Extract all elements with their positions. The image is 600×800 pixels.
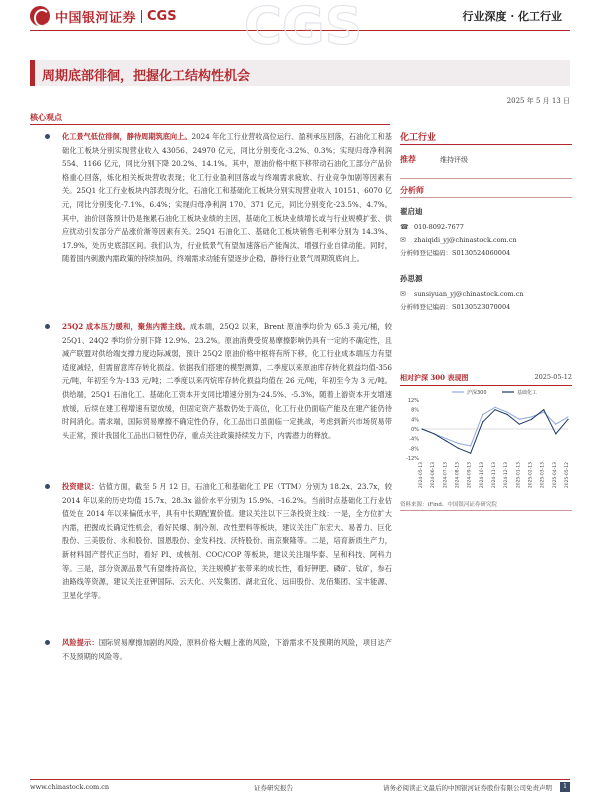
paragraph-text: 国际贸易摩擦加剧的风险，原料价格大幅上涨的风险，下游需求不及预期的风险，项目达产不及预期的风险等。 xyxy=(62,638,392,661)
logo-text-cn: 中国银河证券 xyxy=(55,10,137,26)
x-tick-label: 2025-04-13 xyxy=(552,462,558,489)
x-tick-label: 2024-10-13 xyxy=(479,462,485,489)
source-divider xyxy=(400,510,572,511)
analyst-cert xyxy=(400,300,572,313)
paragraph-text: 2024 年化工行业营收高位运行、盈利承压回落，石油化工和基础化工板块分别实现营业收入 43056、24970 亿元，同比分别变化-3.2%、0.3%；实现归母净利润 554、1166 亿元，同比分别下降 20.2%、14.1%。其中，原油价格中枢下移带动石油化工部分产品价格重心回落，炼化相关板块营收表现；化工行业盈利回落或与终端需求疲软、行业竞争加剧等因素有关。25Q1 化工行业板块内部表现分化，石油化工和基础化工板块分别实现营业收入 10151、6070 亿元，同比分别变化-7.1%、6.4%；实现归母净利润 170、371 亿元，同比分别变化-23.5%、4.7%。其中，油价回落预计仍是拖累石油化工板块业绩的主因，基础化工板块业绩增长或与行业规模扩张、供应扰动引发部分产品涨价渐等因素有关。25Q1 石油化工、基础化工板块销售毛利率分别为 14.3%、17.9%，处历史底部区间。我们认为，行业低景气有望加速落后产能淘汰、增强行业自律动能。同时，随着国内刺激内需政策的持续加码，终端需求动能有望逐步企稳，静待行业景气周期筑底向上。 xyxy=(62,132,392,264)
cgs-watermark xyxy=(228,0,378,58)
series-point-0 xyxy=(531,416,532,417)
page-title: 周期底部徘徊，把握化工结构性机会 xyxy=(42,69,251,84)
series-point-0 xyxy=(507,411,508,412)
analyst-cert xyxy=(400,246,572,259)
footer-divider xyxy=(30,779,570,780)
x-tick-label: 2024-08-13 xyxy=(455,462,461,489)
chart-title: 相对沪深 300 表现图 xyxy=(400,373,469,382)
series-point-1 xyxy=(482,421,483,422)
website-link[interactable]: www.chinastock.com.cn xyxy=(30,783,110,791)
series-point-1 xyxy=(531,419,532,420)
paragraph-lead: 化工景气低位徘徊，静待周期筑底向上。 xyxy=(62,132,192,141)
paragraph-lead: 25Q2 成本压力缓和，聚焦内需主线。 xyxy=(62,322,190,331)
x-tick-label: 2025-05-12 xyxy=(565,462,570,489)
series-point-0 xyxy=(470,445,471,446)
paragraph-investment-advice xyxy=(40,480,392,636)
rating-label: 推荐 xyxy=(400,154,416,164)
series-point-0 xyxy=(555,424,556,425)
logo-text-en: CGS xyxy=(147,8,177,24)
series-point-1 xyxy=(507,414,508,415)
performance-chart xyxy=(400,386,572,494)
chart-header xyxy=(400,373,572,385)
x-tick-label: 2024-06-13 xyxy=(431,462,437,489)
series-point-1 xyxy=(458,448,459,449)
x-tick-label: 2024-07-13 xyxy=(443,462,449,489)
email-icon: ✉ xyxy=(400,235,406,244)
legend-label-0: 沪深300 xyxy=(467,390,487,396)
rating-divider xyxy=(400,178,572,179)
paragraph-industry-outlook xyxy=(40,130,392,320)
rating-value: 维持评级 xyxy=(440,156,468,164)
y-tick-label: -12% xyxy=(406,456,419,462)
legend-label-1: 基础化工 xyxy=(517,390,538,396)
phone-text: 010-8092-7677 xyxy=(414,222,464,231)
x-tick-label: 2024-12-13 xyxy=(504,462,510,489)
series-point-0 xyxy=(567,416,568,417)
bullet-icon xyxy=(45,324,50,329)
chart-source: 资料来源：iFind、中国银河证券研究院 xyxy=(400,502,497,508)
series-point-1 xyxy=(555,433,556,434)
logo-mark-icon xyxy=(30,6,50,26)
analyst-name: 孙思源 xyxy=(400,274,423,283)
report-type: 行业深度 · 化工行业 xyxy=(462,10,562,23)
series-point-1 xyxy=(446,440,447,441)
analyst-email[interactable] xyxy=(400,233,572,246)
sidebar xyxy=(400,130,572,313)
title-banner xyxy=(30,60,570,86)
y-tick-label: 12% xyxy=(407,398,419,404)
email-text[interactable]: sunsiyuan_yj@chinastock.com.cn xyxy=(414,289,524,298)
paragraph-risk-warning xyxy=(40,636,392,676)
rating-row xyxy=(400,154,572,168)
analyst-name: 翟启迪 xyxy=(400,207,423,216)
series-point-1 xyxy=(543,409,544,410)
series-point-1 xyxy=(567,419,568,420)
series-point-0 xyxy=(494,407,495,408)
company-logo xyxy=(30,6,177,26)
x-tick-label: 2024-05-13 xyxy=(419,462,424,489)
email-icon: ✉ xyxy=(400,289,406,298)
x-tick-label: 2024-11-13 xyxy=(492,462,497,489)
footer-disclaimer: 请务必阅读正文最后的中国银河证券股份有限公司免责声明 xyxy=(383,784,552,792)
paragraph-cost-pressure xyxy=(40,320,392,480)
cert-text: 分析师登记编码：S0130523070004 xyxy=(400,303,511,311)
x-tick-label: 2025-01-13 xyxy=(516,462,522,489)
paragraph-text: 成本端，25Q2 以来，Brent 原油季均价为 65.3 美元/桶，较 25Q1、24Q2 季均价分别下降 12.9%、23.2%。原油消费受贸易摩擦影响仍具有一定的不确定性，且减产联盟对供给端支撑力度边际减弱，预计 25Q2 原油价格中枢将有所下移，化工行业成本端压力有望适度减轻，但需留意库存转化损益。依据我们搭建的模型测算，二季度以来原油库存转化损益均值-356 元/吨，年初至今为-133 元/吨；二季度以来丙烷库存转化损益均值在 26 元/吨，年初至今为 3 元/吨。供给端，25Q1 石油化工、基础化工资本开支同比增速分别为-24.5%、-5.3%，随着上游资本开支增速放缓，后续在建工程增速有望放缓，但固定资产基数仍处于高位，化工行业仍面临产能及在建产能仍待时间消化。需求端，国际贸易摩擦不确定性仍存，化工品出口虽面临一定挑战，考虑到新兴市场贸易带头正常，预计我国化工品出口韧性仍存，重点关注政策持续发力下，内需潜力的释放。 xyxy=(62,322,392,440)
chart-date: 2025-05-12 xyxy=(534,373,572,381)
title-accent xyxy=(30,60,35,86)
relative-performance-chart-block xyxy=(400,373,572,511)
series-point-1 xyxy=(494,409,495,410)
analyst-heading: 分析师 xyxy=(400,185,424,195)
series-point-0 xyxy=(543,411,544,412)
series-point-1 xyxy=(470,453,471,454)
footer-center-label: 证券研究报告 xyxy=(254,784,293,792)
sidebar-divider xyxy=(400,144,572,145)
series-point-0 xyxy=(482,414,483,415)
series-line-1 xyxy=(422,410,568,454)
watermark-text: CGS xyxy=(243,0,363,57)
analyst-divider xyxy=(400,197,572,198)
series-point-0 xyxy=(519,419,520,420)
series-point-0 xyxy=(458,443,459,444)
analyst-email[interactable] xyxy=(400,287,572,300)
core-views-label: 核心观点 xyxy=(30,112,62,122)
logo-separator xyxy=(141,10,142,23)
series-point-1 xyxy=(421,428,422,429)
x-tick-label: 2025-03-13 xyxy=(540,462,546,489)
report-date: 2025 年 5 月 13 日 xyxy=(506,97,570,105)
series-point-1 xyxy=(519,424,520,425)
email-text[interactable]: zhaiqidi_yj@chinastock.com.cn xyxy=(414,235,517,244)
sidebar-industry-title: 化工行业 xyxy=(400,133,437,143)
bullet-icon xyxy=(45,484,50,489)
y-tick-label: -4% xyxy=(409,436,419,443)
series-point-0 xyxy=(446,438,447,439)
main-content xyxy=(40,130,392,676)
y-tick-label: -8% xyxy=(409,446,419,453)
y-tick-label: 0% xyxy=(411,427,419,433)
page-footer xyxy=(30,783,570,795)
paragraph-text: 估值方面，截至 5 月 12 日，石油化工和基础化工 PE（TTM）分别为 18.2x、23.7x，较 2014 年以来的历史均值 15.7x、28.3x 溢价水平分别为 15.9%、-16.2%。当前时点基础化工行业估值处在 2014 年以来偏低水平，具有中长期配置价值。建议关注以下三条投资主线：一是，全方位扩大内需，把握成长确定性机会，看好民爆、制冷剂、改性塑料等板块，建议关注广东宏大、易普力、巨化股份、三美股份、永和股份、国恩股份、金发科技、沃特股份、南京聚隆等。二是，培育新质生产力，新材料国产替代正当时，看好 PI、成核剂、COC/COP 等板块，建议关注瑞华泰、呈和科技、阿科力等。三是，部分资源品景气有望维持高位，关注规模扩张带来的成长性，看好钾肥、磷矿、钛矿，参石油路线等资源，建议关注亚钾国际、云天化、兴发集团、湖北宜化、远田股份、龙佰集团、宝丰能源、卫星化学等。 xyxy=(62,482,392,600)
x-tick-label: 2025-02-13 xyxy=(528,462,534,489)
page-number: 1 xyxy=(560,782,570,792)
x-tick-label: 2024-09-13 xyxy=(467,462,473,489)
y-tick-label: 8% xyxy=(411,407,419,414)
bullet-icon xyxy=(45,640,50,645)
core-divider xyxy=(30,124,390,125)
y-tick-label: 4% xyxy=(411,417,419,424)
phone-icon: ☎ xyxy=(400,222,409,231)
paragraph-lead: 投资建议： xyxy=(62,482,99,491)
series-point-1 xyxy=(434,433,435,434)
bullet-icon xyxy=(45,134,50,139)
cert-text: 分析师登记编码：S0130524060004 xyxy=(400,249,511,257)
paragraph-lead: 风险提示： xyxy=(62,638,99,647)
analyst-phone xyxy=(400,220,572,233)
